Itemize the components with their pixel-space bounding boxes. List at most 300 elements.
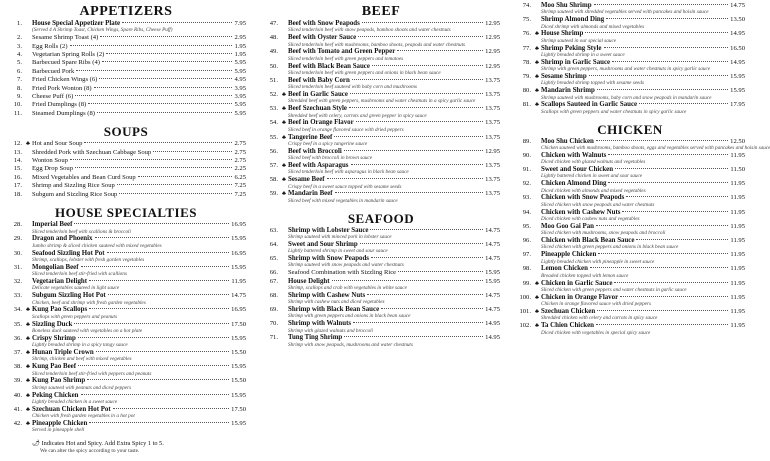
- item-name: Fried Dumplings (8): [32, 101, 87, 109]
- item-name: Subgum Sizzling Hot Pot: [32, 292, 106, 300]
- dot-leader: [398, 271, 483, 272]
- menu-item: [6, 278, 246, 292]
- item-name: Steamed Dumplings (8): [32, 109, 95, 117]
- item-name: Fried Chicken Wings (6): [32, 76, 98, 84]
- menu-item: [515, 2, 745, 16]
- dot-leader: [614, 282, 728, 283]
- item-description: Sliced chicken with snow peapods and water chestnuts: [541, 201, 655, 208]
- item-name: Moo Shu Chicken: [541, 137, 594, 145]
- item-number: 98.: [522, 265, 531, 273]
- menu-item: [515, 251, 745, 265]
- item-number: 36.: [13, 334, 22, 342]
- pepper-icon: ♣: [282, 177, 286, 184]
- house-specialties-heading: HOUSE SPECIALTIES: [54, 205, 198, 221]
- dot-leader: [362, 22, 483, 23]
- menu-item: [6, 149, 246, 157]
- item-price: 2.25: [234, 165, 246, 173]
- item-number: 33.: [13, 292, 22, 300]
- item-description: Served in pineapple shell: [32, 427, 85, 434]
- item-price: 11.95: [730, 208, 745, 216]
- item-price: 12.95: [485, 62, 500, 70]
- menu-item-row: [6, 157, 246, 165]
- item-price: 17.50: [231, 405, 246, 413]
- item-name: Mongolian Beef: [32, 263, 79, 271]
- dot-leader: [119, 193, 232, 194]
- item-name: Szechuan Chicken Hot Pot: [32, 405, 111, 413]
- item-name: Beef with Baby Corn: [288, 76, 350, 84]
- dot-leader: [353, 322, 483, 323]
- item-price: 11.95: [730, 293, 745, 301]
- item-description: Lightly breaded shrimp topped with sesame seeds: [541, 80, 644, 87]
- item-description: (Served 4 A Shrimp Toast, Chicken Wings, Spare Ribs, Cheese Puff): [32, 27, 173, 34]
- pepper-icon: ♣: [535, 309, 539, 316]
- menu-item: [6, 165, 246, 173]
- item-number: 96.: [522, 237, 531, 245]
- item-name: Chicken with Cashew Nuts: [541, 208, 621, 216]
- item-number: 63.: [269, 226, 278, 234]
- item-number: 76.: [522, 30, 531, 38]
- menu-item: [515, 322, 745, 336]
- dot-leader: [108, 294, 229, 295]
- dot-leader: [344, 336, 483, 337]
- item-number: 41.: [13, 405, 22, 413]
- item-description: Sliced tenderloin beef with green peppers and tomatoes: [288, 55, 404, 62]
- item-description: Shrimp with cashew nuts and diced vegetables: [288, 299, 385, 306]
- item-number: 64.: [269, 240, 278, 248]
- menu-item: [262, 48, 500, 62]
- item-name: Kung Pao Beef: [32, 363, 77, 371]
- menu-item-row: [6, 191, 246, 199]
- item-price: 12.95: [485, 147, 500, 155]
- dot-leader: [344, 150, 483, 151]
- pepper-icon: ♣: [26, 335, 30, 342]
- menu-column-3: [515, 2, 770, 459]
- menu-column-2: [262, 2, 500, 459]
- dot-leader: [334, 136, 483, 137]
- item-price: 15.95: [231, 363, 246, 371]
- item-price: 14.75: [730, 2, 745, 9]
- menu-item: [515, 152, 745, 166]
- item-price: 13.50: [730, 16, 745, 24]
- menu-item-row: [6, 34, 246, 42]
- item-name: Shrimp with Walnuts: [288, 320, 352, 328]
- menu-item: [515, 73, 745, 87]
- menu-item: [262, 148, 500, 162]
- menu-item-row: [6, 51, 246, 59]
- dot-leader: [75, 95, 232, 96]
- item-number: 54.: [269, 119, 278, 127]
- menu-item-row: [6, 182, 246, 190]
- item-name: Sizzling Duck: [32, 320, 73, 328]
- item-description: Shredded beef with green peppers, mushrooms and water chestnuts in a spicy garlic sauce: [288, 98, 476, 105]
- item-description: Sliced tenderloin beef with green peppers and onions in black bean sauce: [288, 70, 441, 77]
- item-number: 52.: [269, 91, 278, 99]
- item-name: Shrimp and Sizzling Rice Soup: [32, 182, 115, 190]
- item-description: Sliced tenderloin beef stir-fried with peppers and peanuts: [32, 370, 152, 377]
- menu-item: [6, 51, 246, 59]
- item-number: 13.: [13, 148, 22, 156]
- dot-leader: [75, 167, 232, 168]
- item-name: House Delight: [288, 277, 330, 285]
- item-number: 57.: [269, 162, 278, 170]
- pepper-icon: ♣: [535, 45, 539, 52]
- menu-item: [262, 176, 500, 190]
- item-description: Shrimp with snow peapods, mushrooms and water chestnuts: [288, 341, 413, 348]
- menu-item: [6, 292, 246, 306]
- item-number: 101.: [519, 308, 531, 316]
- item-price: 15.95: [231, 263, 246, 271]
- item-number: 39.: [13, 377, 22, 385]
- item-price: 1.95: [234, 42, 246, 50]
- soups-list: [6, 140, 246, 199]
- shrimp-list: [515, 2, 745, 116]
- dot-leader: [620, 296, 728, 297]
- item-description: Chicken in orange flavored sauce with dried peppers: [541, 301, 652, 308]
- item-name: Chicken in Orange Flavor: [541, 293, 619, 301]
- dot-leader: [626, 196, 728, 197]
- item-number: 30.: [13, 249, 22, 257]
- menu-item: [262, 119, 500, 133]
- dot-leader: [84, 142, 232, 143]
- menu-item: [515, 87, 745, 101]
- item-name: Beef with Asparagus: [288, 162, 349, 170]
- item-price: 15.95: [231, 235, 246, 243]
- item-description: Crispy beef in a sweet sauce topped with sesame seeds: [288, 183, 402, 190]
- item-name: Pineapple Chicken: [541, 251, 597, 259]
- item-name: Mandarin Shrimp: [541, 87, 595, 95]
- item-number: 9.: [17, 93, 22, 101]
- item-number: 12.: [13, 140, 22, 148]
- pepper-icon: ♣: [282, 191, 286, 198]
- item-price: 17.50: [231, 320, 246, 328]
- item-name: Shrimp with Lobster Sauce: [288, 226, 369, 234]
- menu-item: [6, 43, 246, 51]
- item-price: 2.75: [234, 140, 246, 148]
- menu-item-row: [6, 43, 246, 51]
- appetizers-heading: APPETIZERS: [79, 4, 173, 19]
- item-description: Sliced tenderloin beef stir-fried with scallions: [32, 271, 127, 278]
- item-price: 2.75: [234, 157, 246, 165]
- menu-item: [262, 77, 500, 91]
- item-name: Moo Shu Shrimp: [541, 2, 592, 9]
- item-name: Cheese Puff (6): [32, 93, 74, 101]
- menu-item: [6, 34, 246, 42]
- item-price: 13.75: [485, 119, 500, 127]
- item-price: 3.95: [234, 93, 246, 101]
- menu-item: [515, 265, 745, 279]
- menu-item: [6, 85, 246, 93]
- item-name: House Shrimp: [541, 30, 584, 38]
- menu-item-row: [6, 59, 246, 67]
- dot-leader: [332, 280, 484, 281]
- item-description: Boneless duck sauteed with vegetables on a hot plate: [32, 327, 143, 334]
- pepper-icon: ♣: [535, 74, 539, 81]
- menu-item: [6, 392, 246, 406]
- menu-item: [6, 76, 246, 84]
- menu-item-row: [6, 101, 246, 109]
- item-description: Sliced chicken with green peppers and onions in black bean sauce: [541, 244, 679, 251]
- dot-leader: [138, 176, 233, 177]
- item-number: 37.: [13, 348, 22, 356]
- item-description: Shrimp, chicken and beef with mixed vegetables: [32, 356, 132, 363]
- item-price: 11.95: [730, 265, 745, 273]
- dot-leader: [608, 154, 728, 155]
- item-number: 35.: [13, 320, 22, 328]
- menu-item: [515, 137, 770, 152]
- item-name: Fried Pork Wonton (8): [32, 84, 92, 92]
- menu-item: [262, 91, 500, 105]
- dot-leader: [397, 50, 483, 51]
- item-name: Chicken in Garlic Sauce: [541, 279, 613, 287]
- dot-leader: [358, 36, 483, 37]
- item-number: 6.: [17, 67, 22, 75]
- item-price: 13.75: [485, 76, 500, 84]
- dot-leader: [78, 365, 229, 366]
- item-number: 14.: [13, 157, 22, 165]
- pepper-icon: ♣: [535, 102, 539, 109]
- pepper-icon: ♣: [26, 307, 30, 314]
- dot-leader: [89, 308, 229, 309]
- item-number: 53.: [269, 105, 278, 113]
- item-description: Shrimp sauteed in our special sauce: [541, 37, 617, 44]
- menu-item: [262, 292, 500, 306]
- dot-leader: [352, 79, 483, 80]
- menu-item: [6, 59, 246, 67]
- menu-item-row: [6, 85, 246, 93]
- item-name: Sweet and Sour Chicken: [541, 166, 614, 174]
- menu-item-row: [6, 68, 246, 76]
- item-description: Diced chicken with almonds and mixed vegetables: [541, 187, 646, 194]
- item-number: 65.: [269, 255, 278, 263]
- item-number: 97.: [522, 251, 531, 259]
- menu-column-1: [6, 2, 246, 459]
- item-number: 42.: [13, 419, 22, 427]
- dot-leader: [351, 164, 484, 165]
- pepper-icon: ♣: [26, 141, 30, 148]
- pepper-icon: ♣: [26, 321, 30, 328]
- menu-item-row: [6, 165, 246, 173]
- item-description: Shrimp with glazed walnuts and broccoli: [288, 327, 373, 334]
- item-price: 16.95: [231, 221, 246, 229]
- item-description: Diced chicken with glazed walnuts and vegetables: [541, 159, 646, 166]
- item-number: 74.: [522, 2, 531, 9]
- dot-leader: [597, 310, 728, 311]
- item-name: Imperial Beef: [32, 221, 73, 229]
- item-description: Shrimp with green peppers and onions in black bean sauce: [288, 313, 411, 320]
- menu-item: [6, 140, 246, 148]
- item-price: 11.95: [730, 151, 745, 159]
- dot-leader: [97, 112, 232, 113]
- dot-leader: [95, 237, 230, 238]
- menu-item: [262, 334, 500, 348]
- pepper-icon: ♣: [535, 88, 539, 95]
- item-number: 94.: [522, 208, 531, 216]
- item-name: Beef with Black Bean Sauce: [288, 62, 370, 70]
- item-description: Breaded chicken topped with lemon sauce: [541, 272, 629, 279]
- item-description: Sliced chicken with mushrooms, snow peapods and broccoli: [541, 230, 666, 237]
- dot-leader: [107, 252, 230, 253]
- menu-item: [6, 182, 246, 190]
- item-price: 15.95: [485, 277, 500, 285]
- dot-leader: [596, 140, 728, 141]
- item-price: 13.75: [485, 176, 500, 184]
- item-description: Lightly breaded shrimp in a sweet sauce: [541, 52, 625, 59]
- pepper-icon: ♣: [26, 420, 30, 427]
- item-name: Crispy Shrimp: [32, 334, 76, 342]
- menu-item: [515, 308, 745, 322]
- pepper-icon: ♣: [26, 364, 30, 371]
- menu-item: [262, 255, 500, 269]
- item-description: Chicken, beef and shrimp with fresh garden vegetables: [32, 299, 146, 306]
- pepper-icon: ♣: [26, 392, 30, 399]
- pepper-icon: ♣: [282, 120, 286, 127]
- item-description: Sliced tenderloin beef with scallions & broccoli: [32, 228, 131, 235]
- dot-leader: [81, 394, 230, 395]
- item-name: Pineapple Chicken: [32, 419, 88, 427]
- menu-item: [6, 191, 246, 199]
- menu-item: [515, 294, 745, 308]
- item-number: 31.: [13, 263, 22, 271]
- item-description: Shredded chicken with celery and carrots in spicy sauce: [541, 315, 658, 322]
- item-description: Sliced tenderloin beef with snow peapods, bamboo shoots and water chestnuts: [288, 27, 451, 34]
- dot-leader: [585, 32, 728, 33]
- dot-leader: [89, 280, 229, 281]
- item-name: Egg Drop Soup: [32, 165, 74, 173]
- menu-item: [262, 320, 500, 334]
- dot-leader: [356, 121, 484, 122]
- item-description: Lightly breaded chicken in a sweet sauce: [32, 398, 118, 405]
- menu-item: [6, 93, 246, 101]
- item-description: Lightly battered chicken in sweet and sour sauce: [541, 173, 643, 180]
- item-number: 99.: [522, 279, 531, 287]
- item-name: Tangerine Beef: [288, 133, 333, 141]
- menu-item: [515, 30, 745, 44]
- item-description: Shrimp sauteed with minced pork in lobster sauce: [288, 234, 392, 241]
- item-description: Sliced beef with mixed vegetables in mandarin sauce: [288, 197, 398, 204]
- item-description: Lightly battered shrimp in sweet and sour sauce: [288, 248, 388, 255]
- beef-list: [262, 20, 500, 205]
- item-name: Hunan Triple Crown: [32, 348, 94, 356]
- dot-leader: [76, 70, 232, 71]
- item-number: 79.: [522, 73, 531, 81]
- item-description: Sliced beef with broccoli in brown sauce: [288, 155, 373, 162]
- item-name: Egg Rolls (2): [32, 42, 68, 50]
- item-price: 12.95: [485, 34, 500, 42]
- item-number: 67.: [269, 277, 278, 285]
- item-number: 59.: [269, 190, 278, 198]
- dot-leader: [153, 151, 232, 152]
- item-number: 78.: [522, 58, 531, 66]
- item-price: 13.75: [485, 105, 500, 113]
- item-description: Sliced tenderloin beef with asparagus in black bean sauce: [288, 169, 409, 176]
- pepper-icon: ♣: [535, 323, 539, 330]
- item-name: Chicken Almond Ding: [541, 180, 607, 188]
- item-price: 17.95: [730, 101, 745, 109]
- item-price: 7.95: [234, 20, 246, 27]
- item-description: Sliced tenderloin beef sauteed with baby corn and mushrooms: [288, 84, 417, 91]
- item-description: Shredded beef with celery, carrots and green pepper in spicy sauce: [288, 112, 427, 119]
- item-name: Peking Chicken: [32, 391, 79, 399]
- item-price: 2.95: [234, 34, 246, 42]
- item-name: Subgum and Sizzling Rice Soup: [32, 190, 118, 198]
- item-description: Scallops with green peppers and water chestnuts in spicy garlic sauce: [541, 108, 687, 115]
- dot-leader: [99, 78, 232, 79]
- item-price: 5.95: [234, 101, 246, 109]
- dot-leader: [102, 61, 233, 62]
- item-number: 77.: [522, 44, 531, 52]
- menu-item: [6, 349, 246, 363]
- item-description: Diced chicken with vegetables in special spicy sauce: [541, 329, 651, 336]
- item-price: 15.95: [730, 87, 745, 95]
- menu-item: [515, 237, 745, 251]
- house-specialties-list: [6, 221, 246, 434]
- item-name: Sesame Shrimp Toast (4): [32, 34, 99, 42]
- menu-item: [515, 223, 745, 237]
- item-price: 11.95: [730, 322, 745, 330]
- item-number: 51.: [269, 76, 278, 84]
- item-price: 11.95: [730, 194, 745, 202]
- pepper-icon: ♣: [26, 406, 30, 413]
- pepper-icon: ♣: [26, 349, 30, 356]
- item-name: Beef with Snow Peapods: [288, 20, 360, 27]
- item-name: Chicken with Black Bean Sauce: [541, 237, 635, 245]
- item-price: 14.75: [485, 240, 500, 248]
- pepper-icon: ♣: [535, 280, 539, 287]
- item-number: 16.: [13, 173, 22, 181]
- menu-item: [6, 221, 246, 235]
- item-price: 14.75: [231, 292, 246, 300]
- item-number: 71.: [269, 334, 278, 342]
- item-price: 2.75: [234, 148, 246, 156]
- spicy-legend-subnote: We can alter the spicy according to your taste.: [40, 447, 140, 454]
- item-number: 66.: [269, 269, 278, 277]
- menu-item: [262, 63, 500, 77]
- item-price: 14.75: [485, 291, 500, 299]
- dot-leader: [89, 422, 229, 423]
- pepper-icon: ♣: [535, 59, 539, 66]
- item-number: 75.: [522, 16, 531, 24]
- pepper-icon: 🌶︎: [32, 440, 40, 448]
- seafood-list: [262, 227, 500, 349]
- menu-item: [262, 134, 500, 148]
- menu-item: [262, 269, 500, 277]
- item-number: 93.: [522, 194, 531, 202]
- menu-item: [6, 406, 246, 420]
- item-price: 14.75: [485, 226, 500, 234]
- item-description: Delicate vegetables sauteed in light sauce: [32, 285, 120, 292]
- pepper-icon: ♣: [282, 134, 286, 141]
- item-price: 6.25: [234, 173, 246, 181]
- menu-item: [262, 20, 500, 34]
- dot-leader: [589, 75, 728, 76]
- item-number: 90.: [522, 151, 531, 159]
- item-number: 80.: [522, 87, 531, 95]
- menu-item: [6, 321, 246, 335]
- pepper-icon: ♣: [282, 106, 286, 113]
- item-number: 2.: [17, 34, 22, 42]
- item-name: Vegetarian Delight: [32, 277, 88, 285]
- item-price: 12.95: [485, 20, 500, 27]
- dot-leader: [596, 225, 728, 226]
- item-number: 55.: [269, 133, 278, 141]
- item-price: 14.95: [730, 58, 745, 66]
- item-price: 7.25: [234, 190, 246, 198]
- item-price: 7.25: [234, 182, 246, 190]
- menu-item: [262, 278, 500, 292]
- item-price: 15.50: [231, 377, 246, 385]
- dot-leader: [622, 211, 728, 212]
- item-name: Beef in Garlic Sauce: [288, 91, 348, 99]
